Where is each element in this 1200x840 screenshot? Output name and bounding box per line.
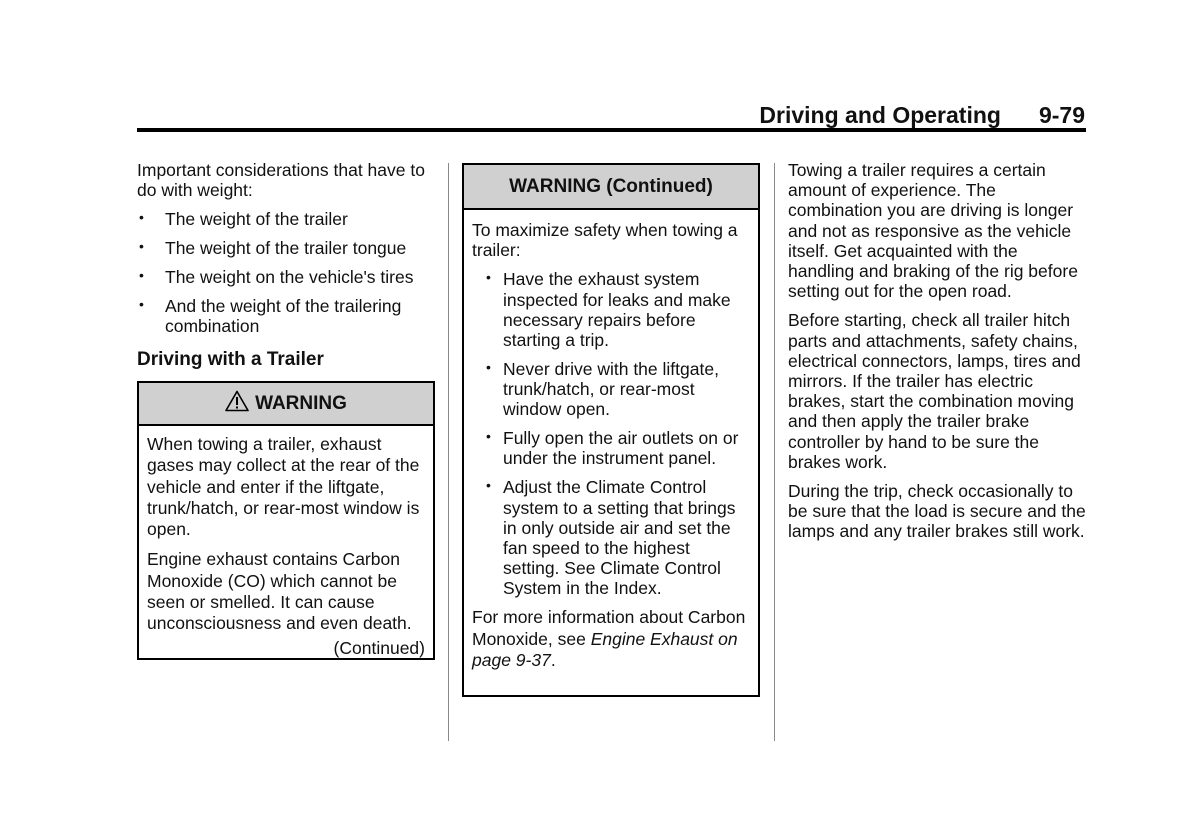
warning-box — [137, 381, 435, 660]
list-item: • The weight of the trailer tongue — [137, 238, 437, 258]
column-divider-right — [774, 163, 775, 741]
warning-triangle-icon — [225, 386, 249, 427]
paragraph: Towing a trailer requires a certain amount of experience. The combination you are driving is longer and not as responsive as the vehicle itself. Get acquainted with the handling and braking of the rig before setting out for the open road. — [788, 160, 1078, 302]
list-item: • Never drive with the liftgate, trunk/hatch, or rear-most window open. — [472, 359, 750, 420]
cross-reference-link[interactable]: Engine Exhaust on page 9-37 — [472, 628, 738, 670]
safety-list — [472, 269, 750, 598]
list-item: • The weight on the vehicle's tires — [137, 267, 437, 287]
section-heading: Driving with a Trailer — [137, 349, 324, 371]
list-item: • The weight of the trailer — [137, 209, 437, 229]
paragraph: Before starting, check all trailer hitch parts and attachments, safety chains, electrical connectors, lamps, tires and mirrors. If the trailer has electric brakes, start the combination moving and then apply the trailer brake controller by hand to be sure the brakes work. — [788, 310, 1081, 472]
more-info-text: For more information about Carbon Monoxide, see — [472, 607, 746, 649]
header-rule — [137, 128, 1086, 132]
more-info-suffix: . — [550, 649, 556, 670]
column-divider-left — [448, 163, 449, 741]
more-info — [472, 607, 750, 671]
list-item: • Fully open the air outlets on or under the instrument panel. — [472, 428, 750, 468]
list-item: • Adjust the Climate Control system to a setting that brings in only outside air and set the fan speed to the highest setting. See Climate Control System in the Index. — [472, 477, 750, 598]
column-right — [788, 160, 1088, 551]
warning-title: WARNING — [255, 393, 347, 414]
section-title: Driving and Operating — [759, 102, 1001, 128]
weight-list — [137, 209, 437, 336]
weight-intro: Important considerations that have to do with weight: — [137, 160, 425, 201]
warning-header — [139, 383, 433, 426]
warning-intro: To maximize safety when towing a trailer: — [472, 220, 738, 261]
list-item: • Have the exhaust system inspected for leaks and make necessary repairs before starting a trip. — [472, 269, 750, 350]
paragraph: During the trip, check occasionally to be sure that the load is secure and the lamps and any trailer brakes still work. — [788, 481, 1086, 542]
page-header — [700, 101, 1085, 129]
list-item: • And the weight of the trailering combination — [137, 296, 437, 336]
column-left — [137, 160, 437, 382]
page-number: 9-79 — [1038, 102, 1085, 128]
warning-paragraph: Engine exhaust contains Carbon Monoxide (CO) which cannot be seen or smelled. It can cause unconsciousness and even death. — [147, 549, 412, 634]
warning-paragraph: When towing a trailer, exhaust gases may collect at the rear of the vehicle and enter if the liftgate, trunk/hatch, or rear-most window is open. — [147, 434, 420, 540]
continued-label: (Continued) — [333, 637, 425, 658]
warning-continued-box — [462, 163, 760, 697]
warning-header: WARNING (Continued) — [464, 165, 758, 210]
